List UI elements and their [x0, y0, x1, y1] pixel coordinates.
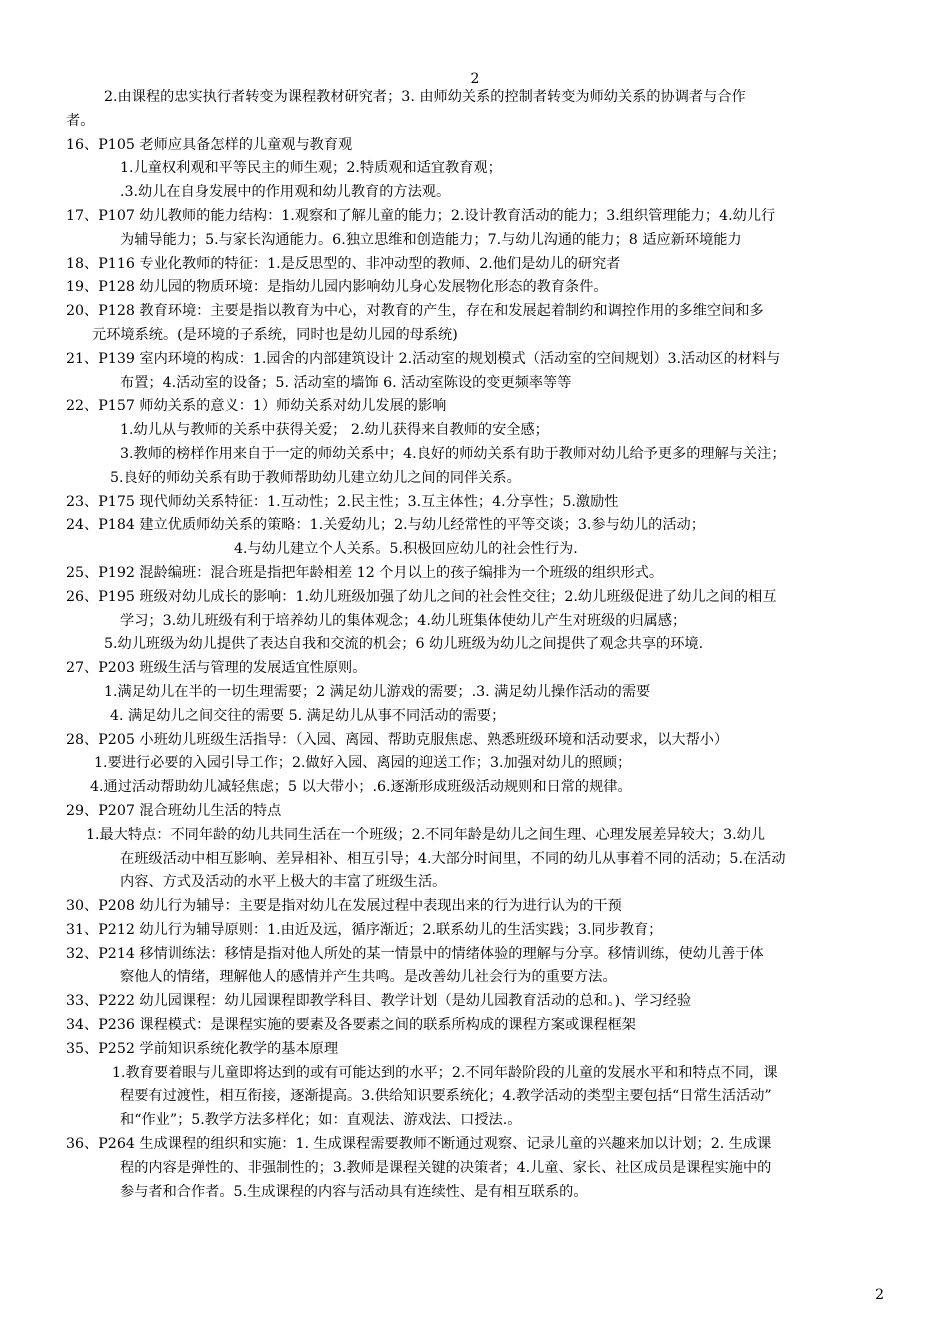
- text-line: 26、P195 班级对幼儿成长的影响：1.幼儿班级加强了幼儿之间的社会性交往；2.幼儿班级促进了幼儿之间的相互: [66, 588, 777, 605]
- text-line: 21、P139 室内环境的构成：1.园舍的内部建筑设计 2.活动室的规划模式（活动室的空间规划）3.活动区的材料与: [66, 350, 781, 367]
- text-line: 1.要进行必要的入园引导工作；2.做好入园、离园的迎送工作；3.加强对幼儿的照顾；: [94, 755, 632, 772]
- text-line: 4.通过活动帮助幼儿减轻焦虑；5 以大带小；.6.逐渐形成班级活动规则和日常的规律。: [90, 779, 632, 796]
- text-line: 程的内容是弹性的、非强制性的；3.教师是课程关键的决策者；4.儿童、家长、社区成员是课程实施中的: [120, 1159, 772, 1176]
- text-line: 1.儿童权利观和平等民主的师生观；2.特质观和适宜教育观；: [120, 160, 502, 177]
- header-page-number: 2: [470, 71, 480, 87]
- text-line: 1.幼儿从与教师的关系中获得关爱； 2.幼儿获得来自教师的安全感；: [120, 422, 549, 439]
- text-line: 1.满足幼儿在半的一切生理需要；2 满足幼儿游戏的需要；.3. 满足幼儿操作活动的需要: [104, 683, 651, 700]
- text-line: 35、P252 学前知识系统化教学的基本原理: [66, 1040, 339, 1057]
- text-line: 元环境系统。(是环境的子系统，同时也是幼儿园的母系统): [92, 326, 458, 343]
- text-line: 20、P128 教育环境：主要是指以教育为中心，对教育的产生，存在和发展起着制约和调控作用的多维空间和多: [66, 303, 764, 320]
- text-line: 1.教育要着眼与儿童即将达到的或有可能达到的水平；2.不同年龄阶段的儿童的发展水平和和特点不同，课: [112, 1064, 778, 1081]
- text-line: 28、P205 小班幼儿班级生活指导：（入园、离园、帮助克服焦虑、熟悉班级环境和活动要求，以大帮小）: [66, 731, 729, 748]
- text-line: 34、P236 课程模式：是课程实施的要素及各要素之间的联系所构成的课程方案或课程框架: [66, 1017, 636, 1034]
- text-line: 2.由课程的忠实执行者转变为课程教材研究者；3. 由师幼关系的控制者转变为师幼关系的协调者与合作: [104, 89, 746, 105]
- text-line: 30、P208 幼儿行为辅导：主要是指对幼儿在发展过程中表现出来的行为进行认为的干预: [66, 898, 622, 915]
- text-line: 为辅导能力；5.与家长沟通能力。6.独立思维和创造能力；7.与幼儿沟通的能力；8 适应新环境能力: [120, 231, 742, 248]
- text-line: 察他人的情绪，理解他人的感情并产生共鸣。是改善幼儿社会行为的重要方法。: [120, 969, 617, 986]
- text-line: 33、P222 幼儿园课程：幼儿园课程即教学科目、教学计划（是幼儿园教育活动的总和。)、学习经验: [66, 993, 692, 1010]
- text-line: 27、P203 班级生活与管理的发展适宜性原则。: [66, 660, 367, 677]
- text-line: 16、P105 老师应具备怎样的儿童观与教育观: [66, 136, 353, 153]
- footer-page-number: 2: [875, 1287, 884, 1303]
- text-line: 18、P116 专业化教师的特征：1.是反思型的、非冲动型的教师、2.他们是幼儿的研究者: [66, 255, 621, 272]
- text-line: 36、P264 生成课程的组织和实施：1. 生成课程需要教师不断通过观察、记录儿童的兴趣来加以计划；2. 生成课: [66, 1136, 772, 1153]
- text-line: 23、P175 现代师幼关系特征：1.互动性；2.民主性；3.互主体性；4.分享性；5.激励性: [66, 493, 619, 510]
- text-line: 19、P128 幼儿园的物质环境：是指幼儿园内影响幼儿身心发展物化形态的教育条件。: [66, 279, 608, 296]
- text-line: .3.幼儿在自身发展中的作用观和幼儿教育的方法观。: [120, 184, 451, 201]
- text-line: 5.幼儿班级为幼儿提供了表达自我和交流的机会；6 幼儿班级为幼儿之间提供了观念共享的环境.: [104, 636, 704, 653]
- document-body: [66, 86, 896, 1204]
- text-line: 32、P214 移情训练法：移情是指对他人所处的某一情景中的情绪体验的理解与分享。移情训练，使幼儿善于体: [66, 945, 764, 962]
- text-line: 参与者和合作者。5.生成课程的内容与活动具有连续性、是有相互联系的。: [120, 1183, 588, 1200]
- text-line: 3.教师的榜样作用来自于一定的师幼关系中；4.良好的师幼关系有助于教师对幼儿给予更多的理解与关注；: [120, 445, 786, 462]
- text-line: 在班级活动中相互影响、差异相补、相互引导；4.大部分时间里，不同的幼儿从事着不同的活动；5.在活动: [120, 850, 786, 867]
- text-line: 17、P107 幼儿教师的能力结构：1.观察和了解儿童的能力；2.设计教育活动的能力；3.组织管理能力；4.幼儿行: [66, 207, 776, 224]
- text-line: 布置；4.活动室的设备；5. 活动室的墙饰 6. 活动室陈设的变更频率等等: [120, 374, 572, 391]
- text-line: 29、P207 混合班幼儿生活的特点: [66, 802, 282, 819]
- text-line: 5.良好的师幼关系有助于教师帮助幼儿建立幼儿之间的同伴关系。: [110, 469, 521, 486]
- text-line: 4. 满足幼儿之间交往的需要 5. 满足幼儿从事不同活动的需要；: [110, 707, 506, 724]
- text-line: 4.与幼儿建立个人关系。5.积极回应幼儿的社会性行为.: [234, 541, 578, 558]
- text-line: 内容、方式及活动的水平上极大的丰富了班级生活。: [120, 874, 447, 891]
- text-line: 学习；3.幼儿班级有利于培养幼儿的集体观念；4.幼儿班集体使幼儿产生对班级的归属感；: [120, 612, 687, 629]
- text-line: 22、P157 师幼关系的意义：1）师幼关系对幼儿发展的影响: [66, 398, 447, 415]
- text-line: 25、P192 混龄编班：混合班是指把年龄相差 12 个月以上的孩子编排为一个班级的组织形式。: [66, 564, 664, 581]
- text-line: 24、P184 建立优质师幼关系的策略：1.关爱幼儿；2.与幼儿经常性的平等交谈；3.参与幼儿的活动；: [66, 517, 705, 534]
- text-line: 者。: [66, 112, 95, 129]
- text-line: 程要有过渡性，相互衔接，逐渐提高。3.供给知识要系统化；4.教学活动的类型主要包括“日常生活活动”: [120, 1088, 772, 1105]
- text-line: 1.最大特点：不同年龄的幼儿共同生活在一个班级；2.不同年龄是幼儿之间生理、心理发展差异较大；3.幼儿: [86, 826, 766, 843]
- text-line: 31、P212 幼儿行为辅导原则：1.由近及远，循序渐近；2.联系幼儿的生活实践；3.同步教育；: [66, 921, 663, 938]
- text-line: 和“作业”；5.教学方法多样化；如：直观法、游戏法、口授法.。: [120, 1112, 522, 1129]
